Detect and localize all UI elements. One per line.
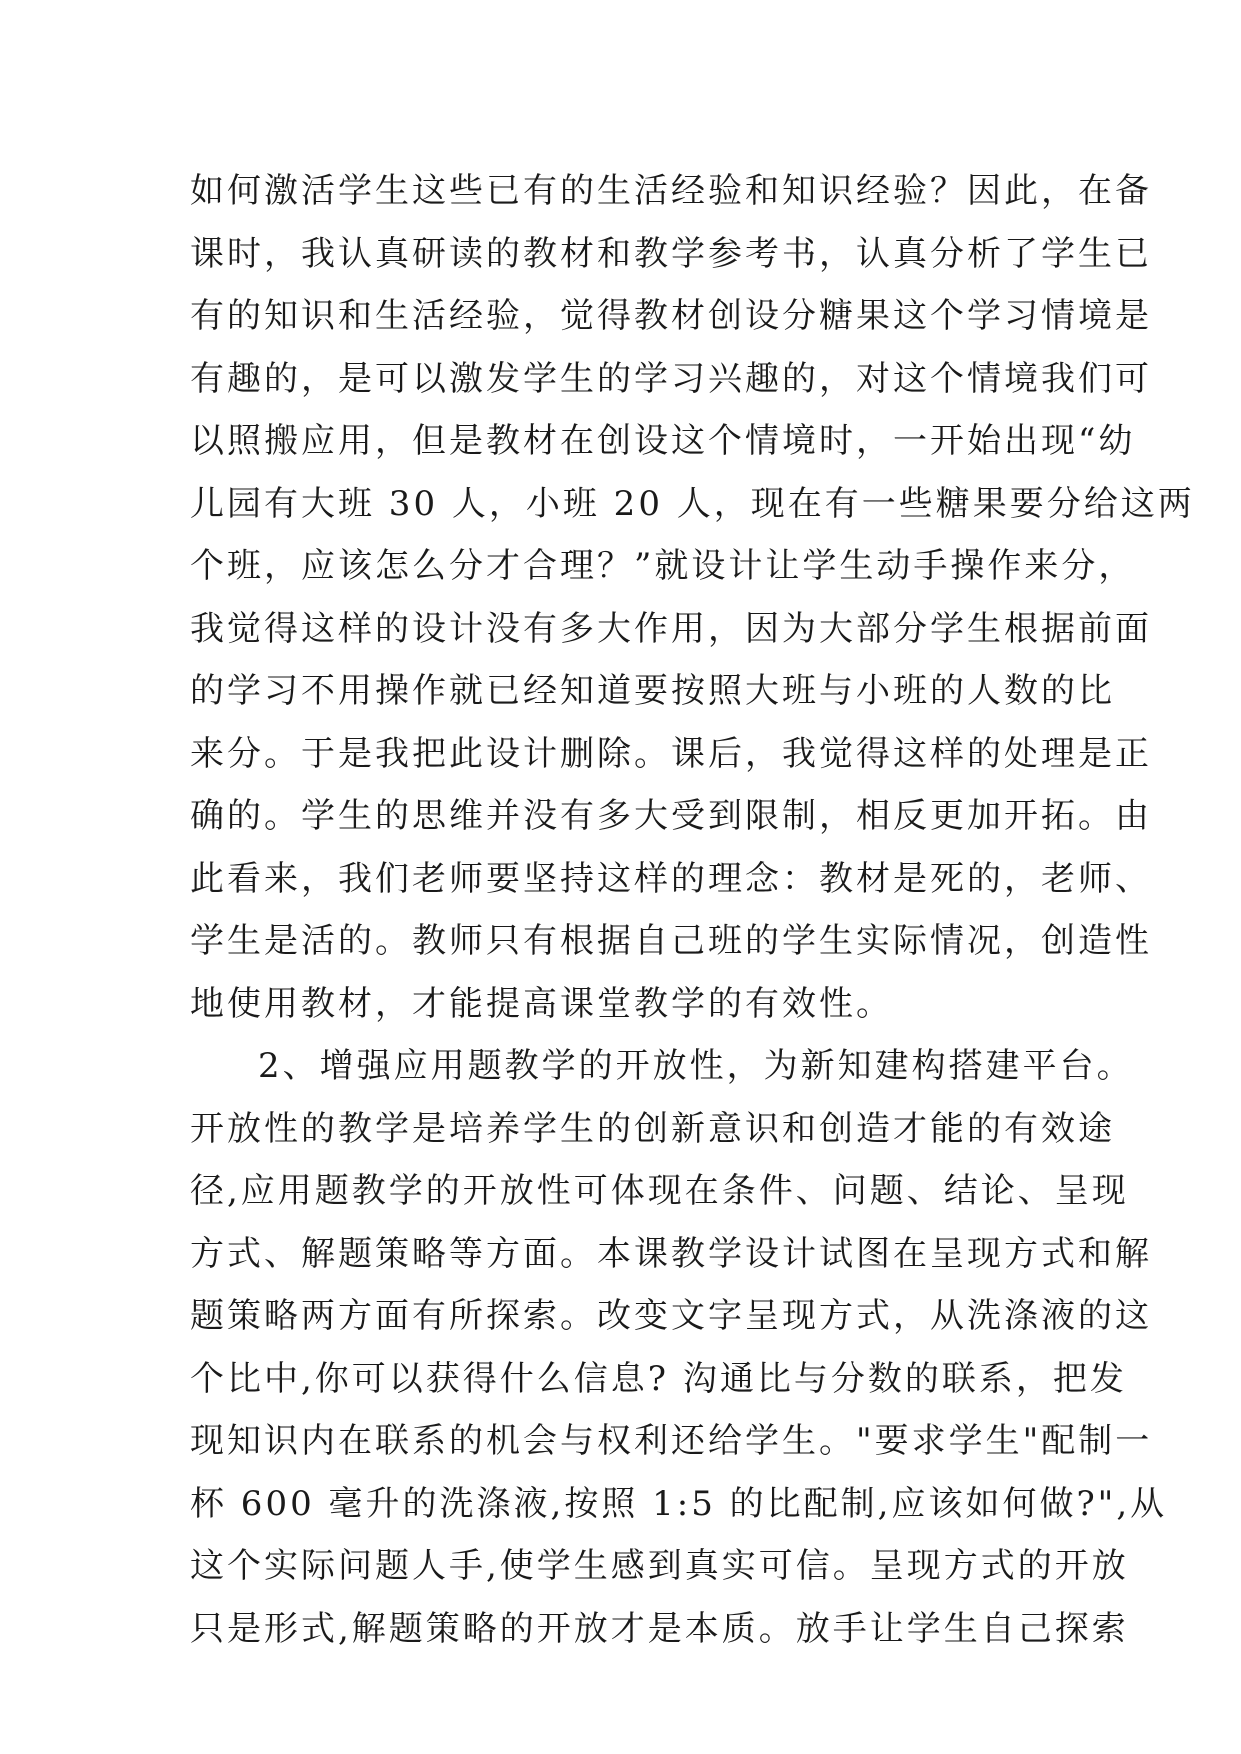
text-line: 有趣的，是可以激发学生的学习兴趣的，对这个情境我们可 bbox=[190, 358, 1152, 399]
text-line: 杯 600 毫升的洗涤液,按照 1:5 的比配制,应该如何做?",从 bbox=[190, 1483, 1168, 1524]
text-line: 课时，我认真研读的教材和教学参考书，认真分析了学生已 bbox=[190, 233, 1152, 274]
text-line: 来分。于是我把此设计删除。课后，我觉得这样的处理是正 bbox=[190, 733, 1152, 774]
text-line: 以照搬应用，但是教材在创设这个情境时，一开始出现“幼 bbox=[190, 421, 1136, 461]
text-line: 有的知识和生活经验，觉得教材创设分糖果这个学习情境是 bbox=[190, 296, 1152, 336]
text-line: 的学习不用操作就已经知道要按照大班与小班的人数的比 bbox=[190, 671, 1115, 711]
text-line: 此看来，我们老师要坚持这样的理念：教材是死的，老师、 bbox=[190, 858, 1152, 899]
text-line: 个比中,你可以获得什么信息? 沟通比与分数的联系，把发 bbox=[190, 1358, 1127, 1399]
text-line: 如何激活学生这些已有的生活经验和知识经验？因此，在备 bbox=[190, 171, 1152, 211]
text-line: 个班，应该怎么分才合理？”就设计让学生动手操作来分， bbox=[190, 546, 1136, 586]
text-line: 学生是活的。教师只有根据自己班的学生实际情况，创造性 bbox=[190, 921, 1152, 961]
section-heading: 2、增强应用题教学的开放性，为新知建构搭建平台。 bbox=[258, 1046, 1134, 1086]
text-line: 这个实际问题人手,使学生感到真实可信。呈现方式的开放 bbox=[190, 1546, 1129, 1586]
text-line: 方式、解题策略等方面。本课教学设计试图在呈现方式和解 bbox=[190, 1233, 1152, 1274]
body-text bbox=[190, 160, 1195, 1660]
text-line: 题策略两方面有所探索。改变文字呈现方式，从洗涤液的这 bbox=[190, 1296, 1152, 1336]
text-line: 地使用教材，才能提高课堂教学的有效性。 bbox=[190, 983, 893, 1024]
text-line: 只是形式,解题策略的开放才是本质。放手让学生自己探索 bbox=[190, 1608, 1129, 1649]
text-line: 现知识内在联系的机会与权利还给学生。"要求学生"配制一 bbox=[190, 1421, 1153, 1461]
text-line: 儿园有大班 30 人，小班 20 人，现在有一些糖果要分给这两 bbox=[190, 483, 1195, 524]
text-line: 开放性的教学是培养学生的创新意识和创造才能的有效途 bbox=[190, 1108, 1115, 1149]
text-line: 我觉得这样的设计没有多大作用，因为大部分学生根据前面 bbox=[190, 608, 1152, 649]
text-line: 确的。学生的思维并没有多大受到限制，相反更加开拓。由 bbox=[190, 796, 1152, 836]
text-line: 径,应用题教学的开放性可体现在条件、问题、结论、呈现 bbox=[190, 1171, 1129, 1211]
